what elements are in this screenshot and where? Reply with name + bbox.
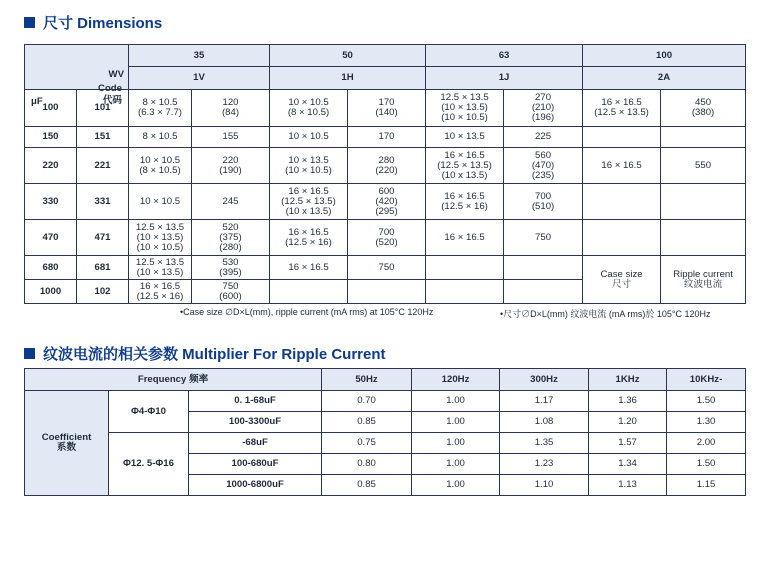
multiplier-value-cell: 0.80 [322, 454, 412, 475]
legend-ripple-current: Ripple current 纹波电流 [661, 256, 746, 304]
frequency-header: 300Hz [500, 369, 589, 391]
header-corner-cell [25, 45, 129, 107]
wv-label: WV [108, 69, 124, 80]
ripple-current-cell: 170 (140) [348, 90, 426, 127]
capacitance-cell: 470 [25, 220, 77, 256]
table-row [25, 148, 746, 184]
multiplier-value-cell: 1.35 [500, 433, 589, 454]
multiplier-title: 纹波电流的相关参数 Multiplier For Ripple Current [43, 346, 386, 363]
table-row [25, 256, 746, 280]
voltage-code-header: 2A [583, 67, 746, 90]
table-row [25, 90, 746, 127]
capacitance-cell: 330 [25, 184, 77, 220]
capacitance-cell: 220 [25, 148, 77, 184]
dimensions-heading [24, 12, 162, 33]
case-size-cell [426, 280, 504, 304]
capacitance-cell: 100 [25, 90, 77, 127]
case-size-cell: 16 × 16.5 (12.5 × 13.5) (10 x 13.5) [270, 184, 348, 220]
case-size-cell: 16 × 16.5 [583, 148, 661, 184]
table-row [25, 433, 746, 454]
ripple-current-cell: 270 (210) (196) [504, 90, 583, 127]
case-size-cell: 16 × 16.5 [426, 220, 504, 256]
dimensions-note-cn: •尺寸∅D×L(mm) 纹波电流 (mA rms)於 105°C 120Hz [500, 309, 711, 319]
capacitance-cell: 680 [25, 256, 77, 280]
multiplier-value-cell: 1.50 [667, 391, 746, 412]
multiplier-value-cell: 1.00 [412, 475, 500, 496]
multiplier-value-cell: 1.50 [667, 454, 746, 475]
case-size-cell: 16 × 16.5 (12.5 × 16) [129, 280, 192, 304]
case-size-cell: 16 × 16.5 (12.5 × 16) [426, 184, 504, 220]
multiplier-value-cell: 1.15 [667, 475, 746, 496]
code-cell: 221 [77, 148, 129, 184]
ripple-current-cell [661, 220, 746, 256]
ripple-current-cell: 700 (520) [348, 220, 426, 256]
case-size-cell: 10 × 10.5 (8 × 10.5) [270, 90, 348, 127]
code-cell: 102 [77, 280, 129, 304]
heading-square-icon [24, 348, 35, 359]
code-cn-label: 代码 [102, 95, 122, 106]
ripple-current-cell: 750 [504, 220, 583, 256]
case-size-cell: 10 × 10.5 (8 × 10.5) [129, 148, 192, 184]
dimensions-title: 尺寸 Dimensions [43, 15, 163, 32]
capacitance-range-cell: 1000-6800uF [189, 475, 322, 496]
case-size-cell [426, 256, 504, 280]
frequency-header: 120Hz [412, 369, 500, 391]
capacitance-range-cell: -68uF [189, 433, 322, 454]
multiplier-value-cell: 1.34 [589, 454, 667, 475]
multiplier-value-cell: 0.85 [322, 475, 412, 496]
voltage-header: 50 [270, 45, 426, 67]
multiplier-value-cell: 1.10 [500, 475, 589, 496]
ripple-current-cell: 225 [504, 127, 583, 148]
ripple-current-cell [504, 280, 583, 304]
case-size-cell [583, 127, 661, 148]
code-cell: 331 [77, 184, 129, 220]
diameter-group-cell: Φ12. 5-Φ16 [109, 433, 189, 496]
ripple-current-cell [348, 280, 426, 304]
multiplier-value-cell: 1.23 [500, 454, 589, 475]
multiplier-value-cell: 1.00 [412, 454, 500, 475]
case-size-cell: 12.5 × 13.5 (10 × 13.5) (10 × 10.5) [426, 90, 504, 127]
code-cell: 101 [77, 90, 129, 127]
ripple-current-cell: 520 (375) (280) [192, 220, 270, 256]
multiplier-table [24, 368, 746, 496]
heading-square-icon [24, 17, 35, 28]
ripple-current-cell [661, 127, 746, 148]
voltage-header: 100 [583, 45, 746, 67]
multiplier-value-cell: 1.00 [412, 391, 500, 412]
voltage-code-header: 1V [129, 67, 270, 90]
case-size-cell: 12.5 × 13.5 (10 × 13.5) (10 × 10.5) [129, 220, 192, 256]
ripple-current-cell: 155 [192, 127, 270, 148]
case-size-cell: 16 × 16.5 (12.5 × 16) [270, 220, 348, 256]
case-size-cell: 10 × 13.5 (10 × 10.5) [270, 148, 348, 184]
table-row [25, 220, 746, 256]
code-cell: 681 [77, 256, 129, 280]
table-row [25, 391, 746, 412]
case-size-cell: 16 × 16.5 (12.5 × 13.5) [583, 90, 661, 127]
multiplier-value-cell: 1.57 [589, 433, 667, 454]
ripple-current-cell: 220 (190) [192, 148, 270, 184]
multiplier-value-cell: 1.00 [412, 433, 500, 454]
legend-case-size: Case size 尺寸 [583, 256, 661, 304]
code-cell: 471 [77, 220, 129, 256]
coefficient-label: Coefficient 系数 [25, 391, 109, 496]
multiplier-value-cell: 1.20 [589, 412, 667, 433]
multiplier-value-cell: 0.85 [322, 412, 412, 433]
multiplier-value-cell: 1.36 [589, 391, 667, 412]
capacitance-range-cell: 0. 1-68uF [189, 391, 322, 412]
ripple-current-cell: 750 (600) [192, 280, 270, 304]
case-size-cell [583, 184, 661, 220]
frequency-label: Frequency 频率 [25, 369, 322, 391]
diameter-group-cell: Φ4-Φ10 [109, 391, 189, 433]
capacitance-cell: 1000 [25, 280, 77, 304]
voltage-header: 35 [129, 45, 270, 67]
dimensions-table [24, 44, 746, 304]
frequency-header: 1KHz [589, 369, 667, 391]
code-label: Code [98, 83, 122, 94]
voltage-header: 63 [426, 45, 583, 67]
case-size-cell: 16 × 16.5 (12.5 × 13.5) (10 x 13.5) [426, 148, 504, 184]
code-cell: 151 [77, 127, 129, 148]
case-size-cell: 12.5 × 13.5 (10 × 13.5) [129, 256, 192, 280]
ripple-current-cell [661, 184, 746, 220]
case-size-cell: 10 × 10.5 [270, 127, 348, 148]
ripple-current-cell: 170 [348, 127, 426, 148]
ripple-current-cell: 750 [348, 256, 426, 280]
ripple-current-cell: 550 [661, 148, 746, 184]
uf-label: μF [31, 96, 43, 107]
table-row [25, 184, 746, 220]
multiplier-value-cell: 1.17 [500, 391, 589, 412]
ripple-current-cell: 530 (395) [192, 256, 270, 280]
case-size-cell: 8 × 10.5 (6.3 × 7.7) [129, 90, 192, 127]
case-size-cell [270, 280, 348, 304]
case-size-cell [583, 220, 661, 256]
frequency-header: 10KHz- [667, 369, 746, 391]
case-size-cell: 10 × 13.5 [426, 127, 504, 148]
multiplier-value-cell: 1.08 [500, 412, 589, 433]
capacitance-range-cell: 100-3300uF [189, 412, 322, 433]
case-size-cell: 10 × 10.5 [129, 184, 192, 220]
ripple-current-cell: 560 (470) (235) [504, 148, 583, 184]
multiplier-value-cell: 2.00 [667, 433, 746, 454]
multiplier-value-cell: 0.70 [322, 391, 412, 412]
ripple-current-cell [504, 256, 583, 280]
multiplier-value-cell: 1.00 [412, 412, 500, 433]
case-size-cell: 8 × 10.5 [129, 127, 192, 148]
frequency-header: 50Hz [322, 369, 412, 391]
voltage-code-header: 1H [270, 67, 426, 90]
capacitance-range-cell: 100-680uF [189, 454, 322, 475]
dimensions-note-en: •Case size ∅D×L(mm), ripple current (mA rms) at 105°C 120Hz [180, 307, 434, 317]
multiplier-heading [24, 343, 386, 364]
ripple-current-cell: 700 (510) [504, 184, 583, 220]
ripple-current-cell: 245 [192, 184, 270, 220]
ripple-current-cell: 120 (84) [192, 90, 270, 127]
capacitance-cell: 150 [25, 127, 77, 148]
ripple-current-cell: 280 (220) [348, 148, 426, 184]
case-size-cell: 16 × 16.5 [270, 256, 348, 280]
multiplier-value-cell: 0.75 [322, 433, 412, 454]
multiplier-value-cell: 1.30 [667, 412, 746, 433]
multiplier-value-cell: 1.13 [589, 475, 667, 496]
ripple-current-cell: 450 (380) [661, 90, 746, 127]
voltage-code-header: 1J [426, 67, 583, 90]
ripple-current-cell: 600 (420) (295) [348, 184, 426, 220]
table-row [25, 127, 746, 148]
